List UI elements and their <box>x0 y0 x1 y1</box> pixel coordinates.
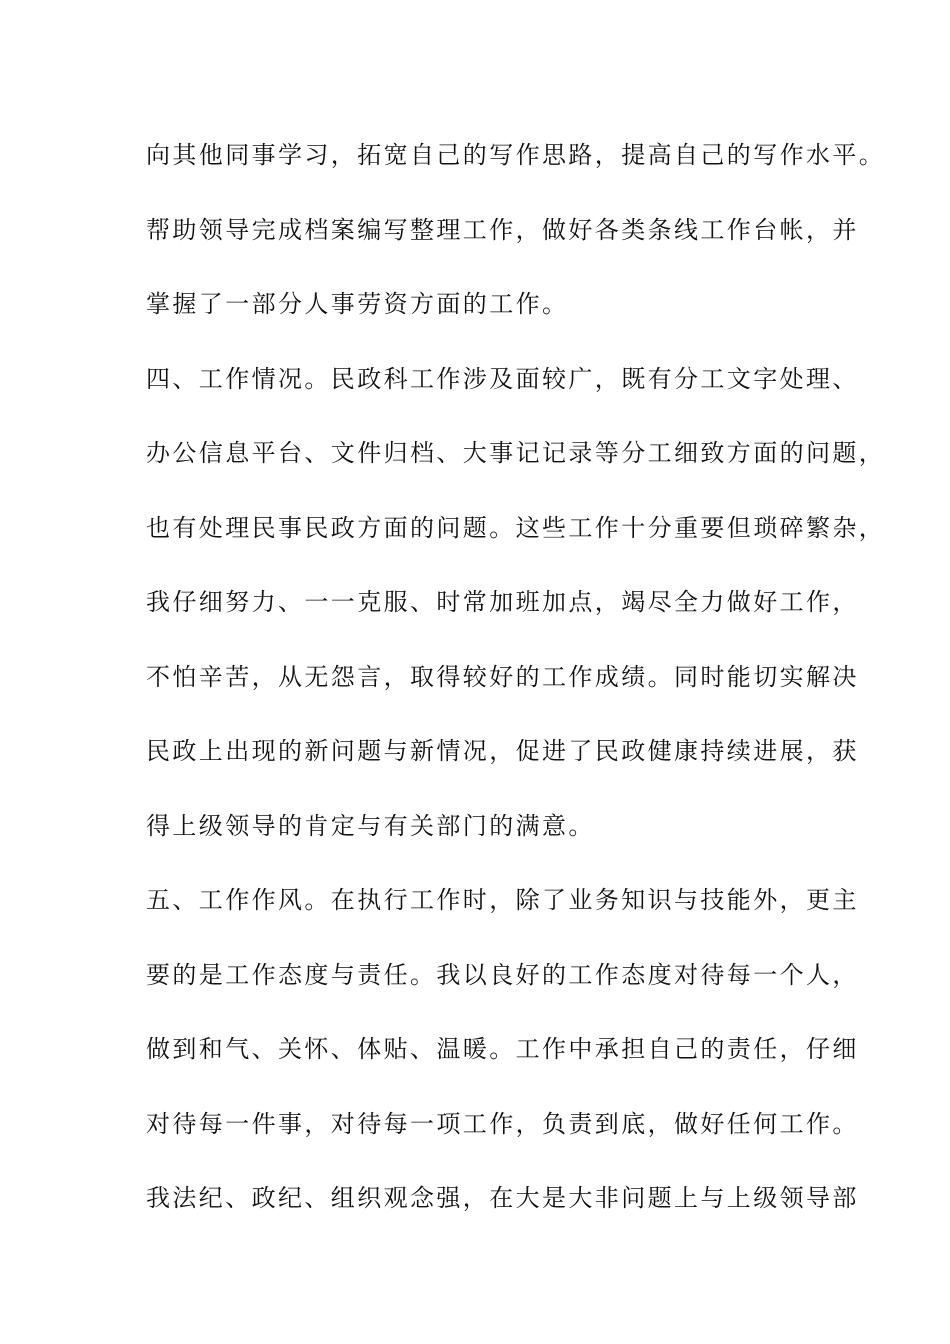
text-line: 帮助领导完成档案编写整理工作，做好各类条线工作台帐，并 <box>146 215 859 244</box>
text-line: 也有处理民事民政方面的问题。这些工作十分重要但琐碎繁杂， <box>146 513 886 542</box>
text-line: 民政上出现的新问题与新情况，促进了民政健康持续进展，获 <box>146 737 859 765</box>
text-line: 四、工作情况。民政科工作涉及面较广，既有分工文字处理、 <box>146 364 859 393</box>
text-line: 向其他同事学习，拓宽自己的写作思路，提高自己的写作水平。 <box>146 141 886 169</box>
text-line: 不怕辛苦，从无怨言，取得较好的工作成绩。同时能切实解决 <box>146 662 859 691</box>
text-line: 要的是工作态度与责任。我以良好的工作态度对待每一个人， <box>146 960 859 989</box>
text-line: 对待每一件事，对待每一项工作，负责到底，做好任何工作。 <box>146 1109 859 1138</box>
text-line: 五、工作作风。在执行工作时，除了业务知识与技能外，更主 <box>146 886 859 914</box>
text-line: 掌握了一部分人事劳资方面的工作。 <box>146 290 569 318</box>
text-line: 我法纪、政纪、组织观念强，在大是大非问题上与上级领导部 <box>146 1184 859 1212</box>
body-text <box>146 130 886 1248</box>
text-line: 办公信息平台、文件归档、大事记记录等分工细致方面的问题， <box>146 439 886 467</box>
text-line: 做到和气、关怀、体贴、温暖。工作中承担自己的责任，仔细 <box>146 1035 859 1063</box>
text-line: 我仔细努力、一一克服、时常加班加点，竭尽全力做好工作， <box>146 588 859 616</box>
text-line: 得上级领导的肯定与有关部门的满意。 <box>146 811 595 840</box>
